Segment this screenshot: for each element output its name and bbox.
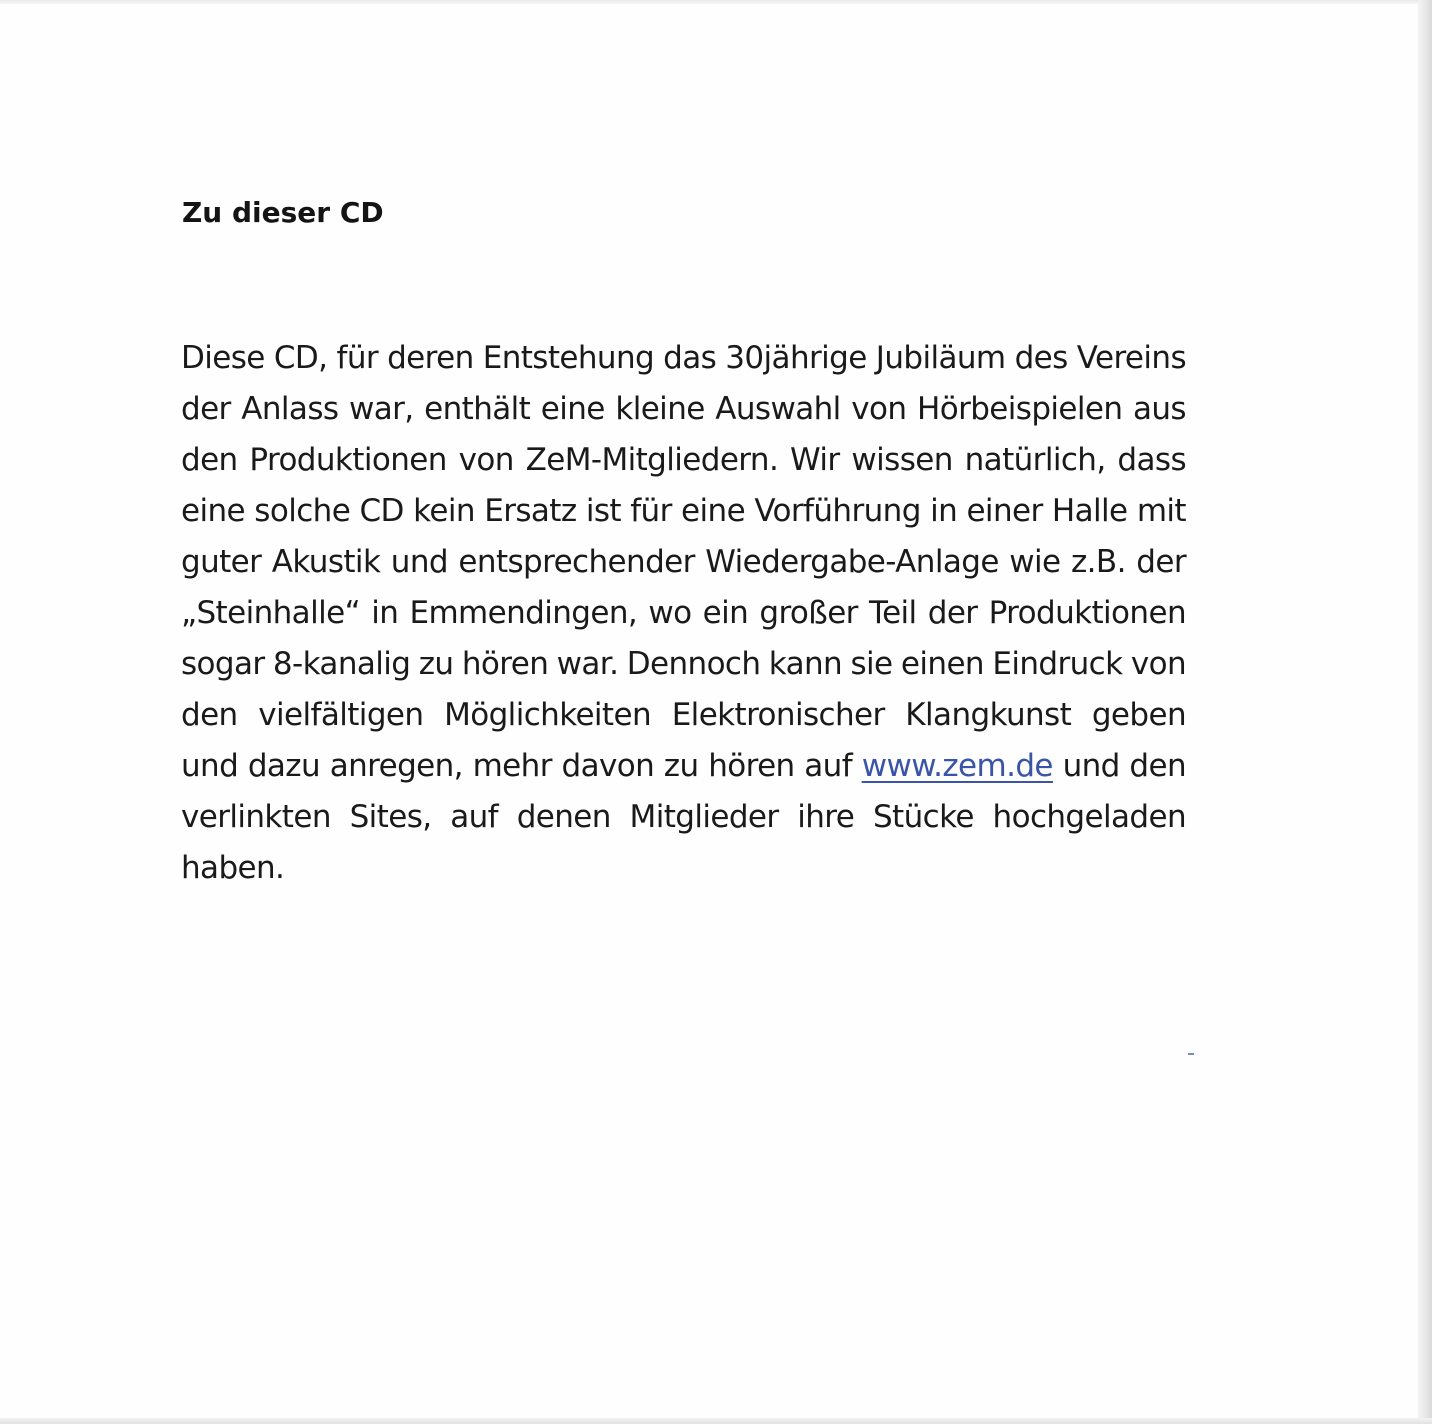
page-title: Zu dieser CD bbox=[182, 196, 384, 229]
website-link[interactable]: www.zem.de bbox=[861, 748, 1053, 784]
body-paragraph bbox=[181, 333, 1186, 894]
scan-edge-top bbox=[0, 0, 1432, 4]
paragraph-text-after-link: und den verlinkten Sites, auf denen Mitglieder ihre Stücke hochgeladen haben. bbox=[181, 748, 1187, 886]
scan-edge-bottom bbox=[0, 1418, 1432, 1424]
paragraph-text-before-link: Diese CD, für deren Entstehung das 30jährige Jubiläum des Vereins der Anlass war, enthält eine kleine Auswahl von Hörbeispielen aus den Produktionen von ZeM-Mitgliedern. Wir wissen natürlich, dass eine solche CD kein Ersatz ist für eine Vorführung in einer Halle mit guter Akustik und entsprechender Wiedergabe-Anlage wie z.B. der „Steinhalle“ in Emmendingen, wo ein großer Teil der Produktionen sogar 8-kanalig zu hören war. Dennoch kann sie einen Eindruck von den vielfältigen Möglichkeiten Elektronischer Klangkunst geben und dazu anregen, mehr davon zu hören auf bbox=[181, 340, 1186, 784]
scan-speck bbox=[1188, 1053, 1194, 1055]
scan-edge-right bbox=[1418, 0, 1432, 1424]
